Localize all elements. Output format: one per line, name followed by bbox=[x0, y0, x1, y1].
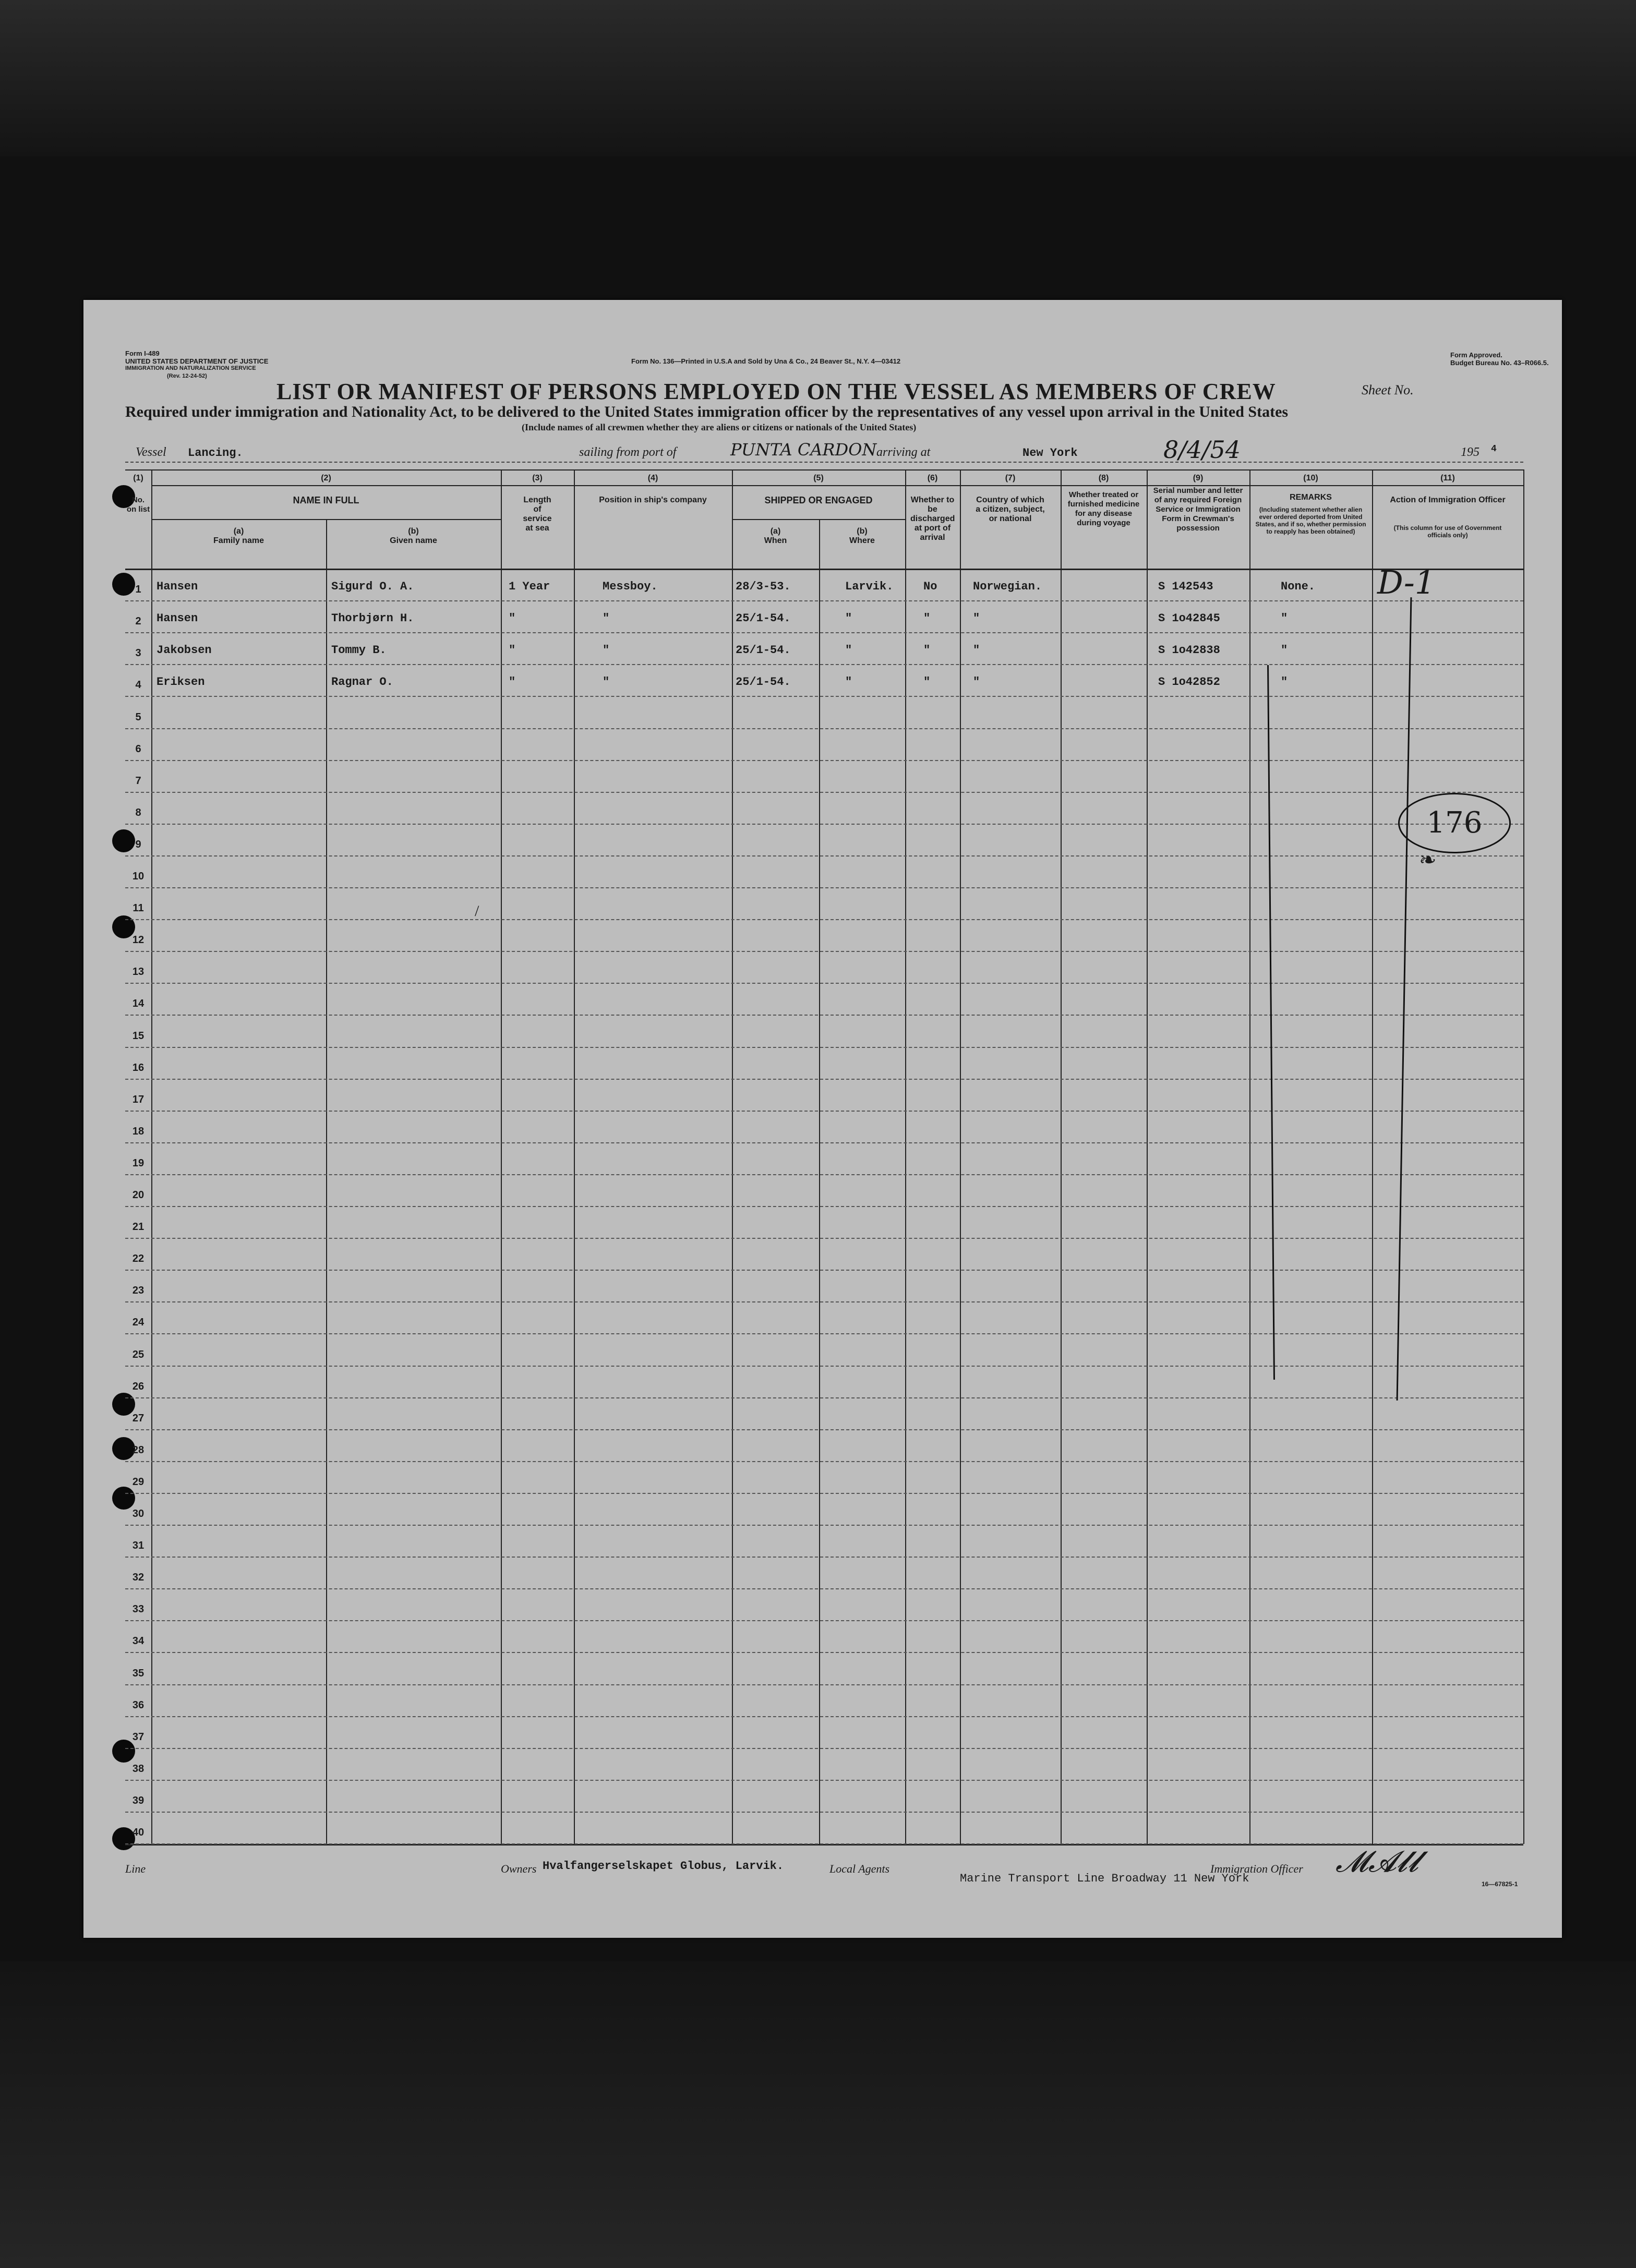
col3-num: (3) bbox=[532, 474, 543, 482]
col11-num: (11) bbox=[1440, 474, 1455, 482]
col9-label: Serial number and letter of any required Foreign Service or Immigration Form in Crewman's possession bbox=[1153, 486, 1243, 533]
col6-num: (6) bbox=[927, 474, 938, 482]
row-number: 30 bbox=[132, 1508, 145, 1519]
row-rule bbox=[125, 1047, 1523, 1048]
col10-num: (10) bbox=[1303, 474, 1318, 482]
row-number: 27 bbox=[132, 1412, 145, 1424]
row-number: 4 bbox=[135, 679, 141, 691]
col5a-label: (a) When bbox=[764, 527, 787, 545]
service: IMMIGRATION AND NATURALIZATION SERVICE bbox=[125, 365, 256, 371]
row-number: 11 bbox=[133, 902, 144, 914]
col-divider bbox=[905, 469, 906, 1844]
crew-position-cell: " bbox=[603, 612, 610, 625]
row-rule bbox=[125, 792, 1523, 793]
revision: (Rev. 12-24-52) bbox=[167, 373, 207, 379]
col9-num: (9) bbox=[1193, 474, 1204, 482]
crew-family-cell: Hansen bbox=[157, 580, 198, 593]
crew-remarks-cell: " bbox=[1281, 675, 1288, 689]
row-rule bbox=[125, 983, 1523, 984]
col2-num: (2) bbox=[321, 474, 331, 482]
crew-remarks-cell: None. bbox=[1281, 580, 1316, 593]
row-number: 15 bbox=[132, 1030, 145, 1042]
number-stamp: 176 bbox=[1398, 793, 1511, 853]
col-divider bbox=[1249, 469, 1250, 1844]
crew-given-cell: Tommy B. bbox=[331, 644, 387, 657]
row-rule bbox=[125, 1684, 1523, 1685]
col8-label: Whether treated or furnished medicine for any disease during voyage bbox=[1067, 490, 1140, 527]
col-divider bbox=[1372, 469, 1373, 1844]
crew-discharged-cell: " bbox=[923, 612, 931, 625]
row-rule bbox=[125, 1270, 1523, 1271]
col7-num: (7) bbox=[1005, 474, 1016, 482]
crew-family-cell: Hansen bbox=[157, 612, 198, 625]
row-number: 10 bbox=[132, 871, 145, 882]
footer-line-label: Line bbox=[125, 1862, 146, 1875]
row-rule bbox=[125, 696, 1523, 697]
form-subtitle: Required under immigration and Nationality Act, to be delivered to the United States immigration officer by the representatives of any vessel upon arrival in the United States bbox=[125, 403, 1289, 420]
row-number: 20 bbox=[132, 1189, 145, 1201]
row-rule bbox=[125, 1079, 1523, 1080]
crew-table bbox=[125, 469, 1523, 1844]
row-number: 28 bbox=[132, 1444, 145, 1456]
row-rule bbox=[125, 1142, 1523, 1143]
footer-agents-value: Marine Transport Line Broadway 11 New York bbox=[960, 1872, 1249, 1885]
crew-when-cell: 25/1-54. bbox=[736, 675, 791, 689]
sailing-value: PUNTA CARDON bbox=[730, 440, 877, 460]
col5b-label: (b) Where bbox=[849, 527, 875, 545]
action-handwritten-d1: D-1 bbox=[1377, 563, 1436, 601]
crew-when-cell: 25/1-54. bbox=[736, 644, 791, 657]
scan-background-bottom bbox=[0, 1961, 1636, 2268]
col4-label: Position in ship's company bbox=[599, 496, 707, 504]
footer-owners-label: Owners bbox=[501, 1862, 537, 1875]
arrival-date-handwritten: 8/4/54 bbox=[1163, 436, 1241, 464]
col-divider bbox=[1061, 469, 1062, 1844]
arriving-label: arriving at bbox=[876, 445, 931, 459]
col-divider bbox=[960, 469, 961, 1844]
col2a-label: (a) Family name bbox=[213, 527, 264, 545]
row-number: 36 bbox=[132, 1699, 145, 1711]
crew-position-cell: " bbox=[603, 644, 610, 657]
crew-discharged-cell: " bbox=[923, 675, 931, 689]
col2-label: NAME IN FULL bbox=[293, 495, 359, 505]
row-number: 34 bbox=[132, 1635, 145, 1647]
col-divider bbox=[151, 469, 152, 1844]
footer-agents-label: Local Agents bbox=[829, 1862, 890, 1875]
row-rule bbox=[125, 1620, 1523, 1621]
year-label: 195 bbox=[1461, 445, 1479, 459]
year-value: 4 bbox=[1491, 444, 1497, 454]
row-rule bbox=[125, 632, 1523, 633]
row-number: 18 bbox=[132, 1125, 145, 1137]
row-number: 5 bbox=[135, 711, 141, 723]
crew-serial-cell: S 1o42845 bbox=[1158, 612, 1220, 625]
col-divider bbox=[819, 519, 820, 1844]
col11-sublabel: (This column for use of Government officials only) bbox=[1393, 524, 1502, 539]
crew-given-cell: Thorbjørn H. bbox=[331, 612, 414, 625]
col-divider bbox=[732, 469, 733, 1844]
crew-length-cell: " bbox=[509, 675, 516, 689]
row-number: 19 bbox=[132, 1157, 145, 1169]
row-number: 23 bbox=[132, 1285, 145, 1297]
crew-remarks-cell: " bbox=[1281, 644, 1288, 657]
col1-num: (1) bbox=[133, 474, 143, 482]
header-bottom-border bbox=[125, 569, 1523, 570]
crew-length-cell: " bbox=[509, 644, 516, 657]
crew-discharged-cell: No bbox=[923, 580, 937, 593]
vessel-label: Vessel bbox=[136, 445, 166, 459]
crew-where-cell: " bbox=[845, 675, 852, 689]
row-number: 1 bbox=[135, 584, 141, 596]
header-num-line bbox=[151, 485, 1523, 486]
crew-length-cell: " bbox=[509, 612, 516, 625]
row-rule bbox=[125, 887, 1523, 888]
row-number: 32 bbox=[132, 1572, 145, 1584]
row-rule bbox=[125, 1652, 1523, 1653]
row-rule bbox=[125, 1780, 1523, 1781]
row-rule bbox=[125, 1716, 1523, 1717]
col5-num: (5) bbox=[813, 474, 824, 482]
table-right-border bbox=[1523, 469, 1524, 1844]
row-rule bbox=[125, 1397, 1523, 1398]
row-rule bbox=[125, 951, 1523, 952]
crew-family-cell: Jakobsen bbox=[157, 644, 212, 657]
row-number: 8 bbox=[135, 806, 141, 818]
row-number: 38 bbox=[132, 1763, 145, 1775]
form-number: Form I-489 bbox=[125, 349, 160, 357]
row-rule bbox=[125, 1174, 1523, 1175]
col7-label: Country of which a citizen, subject, or national bbox=[976, 496, 1045, 523]
row-number: 29 bbox=[132, 1476, 145, 1488]
crew-serial-cell: S 1o42852 bbox=[1158, 675, 1220, 689]
row-number: 35 bbox=[132, 1667, 145, 1679]
pen-mark: / bbox=[475, 902, 479, 920]
row-number: 33 bbox=[132, 1603, 145, 1615]
col3-label: Length of service at sea bbox=[523, 496, 552, 533]
row-rule bbox=[125, 1843, 1523, 1844]
row-rule bbox=[125, 1429, 1523, 1430]
row-rule bbox=[125, 1461, 1523, 1462]
row-number: 31 bbox=[132, 1540, 145, 1552]
row-rule bbox=[125, 664, 1523, 665]
crew-where-cell: Larvik. bbox=[845, 580, 894, 593]
footer bbox=[125, 1845, 1534, 1891]
crew-length-cell: 1 Year bbox=[509, 580, 550, 593]
row-rule bbox=[125, 1557, 1523, 1558]
crew-when-cell: 28/3-53. bbox=[736, 580, 791, 593]
crew-serial-cell: S 142543 bbox=[1158, 580, 1213, 593]
col-divider bbox=[574, 469, 575, 1844]
crew-when-cell: 25/1-54. bbox=[736, 612, 791, 625]
row-rule bbox=[125, 1333, 1523, 1334]
col-divider bbox=[501, 469, 502, 1844]
row-rule bbox=[125, 855, 1523, 856]
crew-given-cell: Sigurd O. A. bbox=[331, 580, 414, 593]
form-subnote: (Include names of all crewmen whether they are aliens or citizens or nationals of the United States) bbox=[522, 422, 917, 432]
crew-country-cell: Norwegian. bbox=[973, 580, 1042, 593]
crew-remarks-cell: " bbox=[1281, 612, 1288, 625]
sailing-label: sailing from port of bbox=[579, 445, 677, 459]
sheet-no-label: Sheet No. bbox=[1362, 382, 1414, 397]
col5-label: SHIPPED OR ENGAGED bbox=[764, 495, 873, 505]
row-rule bbox=[125, 600, 1523, 601]
scan-background-top bbox=[0, 0, 1636, 156]
row-rule bbox=[125, 919, 1523, 920]
row-number: 17 bbox=[132, 1093, 145, 1105]
crew-family-cell: Eriksen bbox=[157, 675, 205, 689]
table-top-border bbox=[125, 469, 1523, 471]
row-number: 2 bbox=[135, 616, 141, 628]
printer-line: Form No. 136—Printed in U.S.A and Sold by Una & Co., 24 Beaver St., N.Y. 4—03412 bbox=[631, 357, 901, 365]
row-number: 22 bbox=[132, 1253, 145, 1265]
vessel-line bbox=[125, 436, 1523, 464]
row-number: 13 bbox=[132, 966, 145, 978]
crew-country-cell: " bbox=[973, 675, 980, 689]
row-number: 7 bbox=[135, 775, 141, 787]
col-divider bbox=[1147, 469, 1148, 1844]
row-number: 26 bbox=[132, 1380, 145, 1392]
row-rule bbox=[125, 1111, 1523, 1112]
row-number: 24 bbox=[132, 1317, 145, 1329]
form-approved: Form Approved. bbox=[1450, 351, 1502, 359]
officer-signature: 𝓜𝓐𝓵𝓵 bbox=[1336, 1845, 1419, 1879]
row-number: 25 bbox=[132, 1348, 145, 1360]
vessel-value: Lancing. bbox=[188, 447, 243, 460]
col1-label: No. on list bbox=[126, 496, 150, 514]
budget-bureau: Budget Bureau No. 43–R066.5. bbox=[1450, 359, 1549, 367]
crew-where-cell: " bbox=[845, 612, 852, 625]
crew-where-cell: " bbox=[845, 644, 852, 657]
footer-officer-label: Immigration Officer bbox=[1210, 1862, 1303, 1875]
row-rule bbox=[125, 728, 1523, 729]
col-divider bbox=[326, 519, 327, 1844]
row-rule bbox=[125, 1366, 1523, 1367]
col10-label: REMARKS bbox=[1290, 493, 1332, 502]
arriving-value: New York bbox=[1022, 447, 1078, 460]
col10-sublabel: (Including statement whether alien ever ordered deported from United States, and if so, whether permission to reapply has been obtained) bbox=[1255, 506, 1366, 535]
manifest-page bbox=[83, 300, 1562, 1938]
row-number: 39 bbox=[132, 1794, 145, 1806]
col2b-label: (b) Given name bbox=[390, 527, 437, 545]
row-rule bbox=[125, 1525, 1523, 1526]
row-rule bbox=[125, 1493, 1523, 1494]
row-rule bbox=[125, 1812, 1523, 1813]
row-number: 12 bbox=[132, 934, 145, 946]
row-number: 14 bbox=[132, 998, 145, 1010]
crew-position-cell: Messboy. bbox=[603, 580, 658, 593]
col6-label: Whether to be discharged at port of arrival bbox=[910, 496, 955, 542]
crew-serial-cell: S 1o42838 bbox=[1158, 644, 1220, 657]
row-number: 6 bbox=[135, 743, 141, 755]
row-number: 40 bbox=[132, 1827, 145, 1838]
crew-position-cell: " bbox=[603, 675, 610, 689]
crew-discharged-cell: " bbox=[923, 644, 931, 657]
row-rule bbox=[125, 1748, 1523, 1749]
row-number: 16 bbox=[132, 1061, 145, 1073]
row-rule bbox=[125, 1238, 1523, 1239]
row-rule bbox=[125, 1015, 1523, 1016]
footer-code: 16—67825-1 bbox=[1482, 1880, 1518, 1888]
department: UNITED STATES DEPARTMENT OF JUSTICE bbox=[125, 357, 269, 365]
row-rule bbox=[125, 760, 1523, 761]
footer-owners-value: Hvalfangerselskapet Globus, Larvik. bbox=[543, 1860, 784, 1873]
row-number: 37 bbox=[132, 1731, 145, 1743]
row-rule bbox=[125, 1301, 1523, 1302]
crew-country-cell: " bbox=[973, 612, 980, 625]
col11-label: Action of Immigration Officer bbox=[1390, 496, 1506, 504]
shipped-subheader-line bbox=[732, 519, 905, 520]
row-number: 9 bbox=[135, 838, 141, 850]
page-title: LIST OR MANIFEST OF PERSONS EMPLOYED ON THE VESSEL AS MEMBERS OF CREW bbox=[276, 379, 1276, 404]
col4-num: (4) bbox=[647, 474, 658, 482]
scribble-mark: ❧ bbox=[1419, 848, 1437, 872]
row-rule bbox=[125, 824, 1523, 825]
row-rule bbox=[125, 1588, 1523, 1589]
row-number: 21 bbox=[132, 1221, 145, 1233]
crew-given-cell: Ragnar O. bbox=[331, 675, 393, 689]
col8-num: (8) bbox=[1098, 474, 1109, 482]
row-number: 3 bbox=[135, 647, 141, 659]
row-rule bbox=[125, 1206, 1523, 1207]
crew-country-cell: " bbox=[973, 644, 980, 657]
